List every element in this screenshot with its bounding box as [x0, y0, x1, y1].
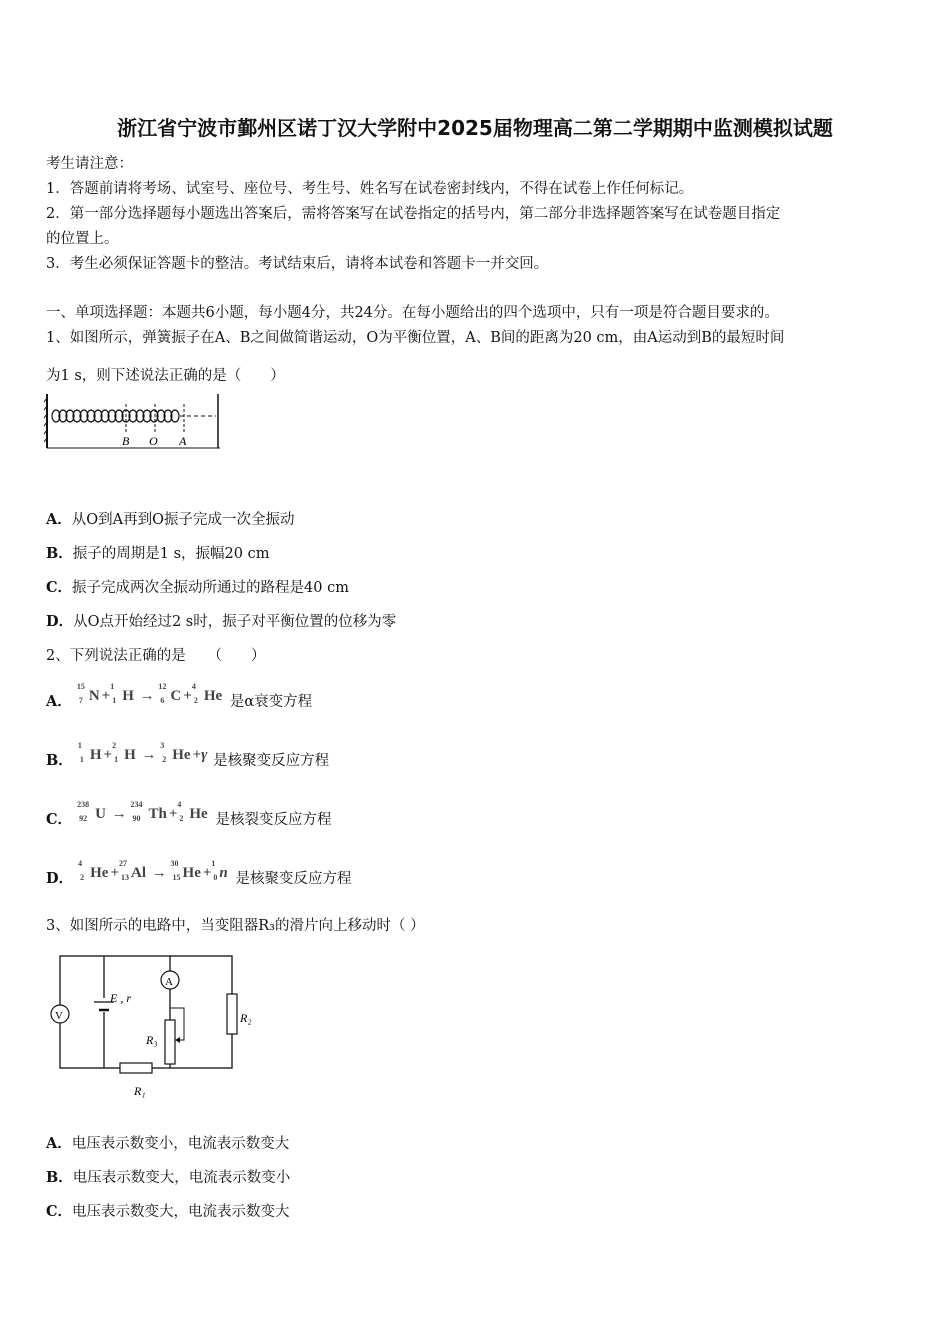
- svg-text:R₂: R₂: [240, 1011, 252, 1025]
- q1-option-d[interactable]: [46, 610, 396, 631]
- svg-text:V: V: [55, 1010, 63, 1022]
- q1-option-b[interactable]: [46, 542, 269, 563]
- q3-stem: 3、如图所示的电路中，当变阻器R₃的滑片向上移动时（ ）: [46, 918, 425, 934]
- option-text: 振子的周期是1 s，振幅20 cm: [72, 546, 270, 562]
- label-b: B: [122, 434, 130, 448]
- spring-oscillator-figure: [44, 392, 224, 454]
- option-label: A．: [46, 511, 72, 528]
- page-title: 浙江省宁波市鄞州区诺丁汉大学附中2025届物理高二第二学期期中监测模拟试题: [117, 116, 833, 140]
- q2-option-b[interactable]: [46, 741, 330, 770]
- option-label: B．: [46, 1169, 73, 1186]
- option-label: C．: [46, 811, 73, 828]
- nuclear-equation: 1 1 H + 2 1 H → 3 2 He +γ: [77, 741, 208, 764]
- q1-stem-line1: 1、如图所示，弹簧振子在A、B之间做简谐运动，O为平衡位置，A、B间的距离为20 cm，由A运动到B的最短时间: [46, 330, 785, 346]
- option-text: 是α衰变方程: [229, 694, 313, 710]
- q2-option-d[interactable]: [46, 859, 352, 888]
- svg-text:A: A: [165, 976, 173, 988]
- resistor-r1: [120, 1063, 152, 1073]
- q2-option-c[interactable]: [46, 800, 332, 829]
- option-label: D．: [46, 613, 74, 630]
- q3-option-a[interactable]: [46, 1132, 289, 1153]
- label-a: A: [179, 434, 187, 448]
- option-text: 振子完成两次全振动所通过的路程是40 cm: [72, 580, 349, 596]
- q2-stem: 2、下列说法正确的是 （ ）: [46, 648, 266, 664]
- circuit-figure: [44, 948, 264, 1104]
- option-label: C．: [46, 1203, 73, 1220]
- option-text: 是核裂变反应方程: [215, 812, 332, 828]
- notice-item-2-cont: 的位置上。: [46, 231, 119, 247]
- svg-text:R₃: R₃: [146, 1033, 158, 1047]
- q3-option-b[interactable]: [46, 1166, 290, 1187]
- resistor-r2: [227, 994, 237, 1034]
- q2-option-a[interactable]: [46, 682, 313, 711]
- option-label: A．: [46, 1135, 72, 1152]
- svg-text:E , r: E , r: [110, 991, 131, 1005]
- option-label: C．: [46, 579, 73, 596]
- notice-item-2: 2．第一部分选择题每小题选出答案后，需将答案写在试卷指定的括号内，第二部分非选择题答案写在试卷题目指定: [46, 206, 781, 222]
- option-text: 从O点开始经过2 s时，振子对平衡位置的位移为零: [73, 614, 397, 630]
- option-label: D．: [46, 870, 74, 887]
- q1-stem-line2: 为1 s，则下述说法正确的是（ ）: [46, 368, 285, 384]
- option-label: A．: [46, 693, 72, 710]
- svg-text:R₁: R₁: [134, 1084, 146, 1098]
- q1-option-c[interactable]: [46, 576, 349, 597]
- option-label: B．: [46, 752, 73, 769]
- option-text: 电压表示数变小，电流表示数变大: [71, 1136, 290, 1152]
- notice-item-1: 1．答题前请将考场、试室号、座位号、考生号、姓名写在试卷密封线内，不得在试卷上作任何标记。: [46, 181, 694, 197]
- option-text: 从O到A再到O振子完成一次全振动: [71, 512, 295, 528]
- nuclear-equation: 15 7 N + 1 1 H → 12 6 C + 4 2 He: [76, 682, 223, 705]
- notice-item-3: 3．考生必须保证答题卡的整洁。考试结束后，请将本试卷和答题卡一并交回。: [46, 256, 549, 272]
- nuclear-equation: 4 2 He + 27 13 Al → 30 15 He + 1 0 n: [78, 859, 228, 882]
- option-text: 是核聚变反应方程: [213, 753, 330, 769]
- option-text: 电压表示数变大，电流表示数变大: [72, 1204, 290, 1220]
- nuclear-equation: 238 92 U → 234 90 Th + 4 2 He: [77, 800, 208, 823]
- option-label: B．: [46, 545, 73, 562]
- spring-coil: [52, 410, 179, 422]
- q1-option-a[interactable]: [46, 508, 295, 529]
- option-text: 电压表示数变大，电流表示数变小: [72, 1170, 291, 1186]
- q3-option-c[interactable]: [46, 1200, 290, 1221]
- notice-header: 考生请注意：: [46, 156, 133, 172]
- option-text: 是核聚变反应方程: [235, 871, 352, 887]
- section-1-heading: 一、单项选择题：本题共6小题，每小题4分，共24分。在每小题给出的四个选项中，只有一项是符合题目要求的。: [46, 305, 779, 321]
- label-o: O: [149, 434, 158, 448]
- rheostat-r3: [165, 1020, 175, 1064]
